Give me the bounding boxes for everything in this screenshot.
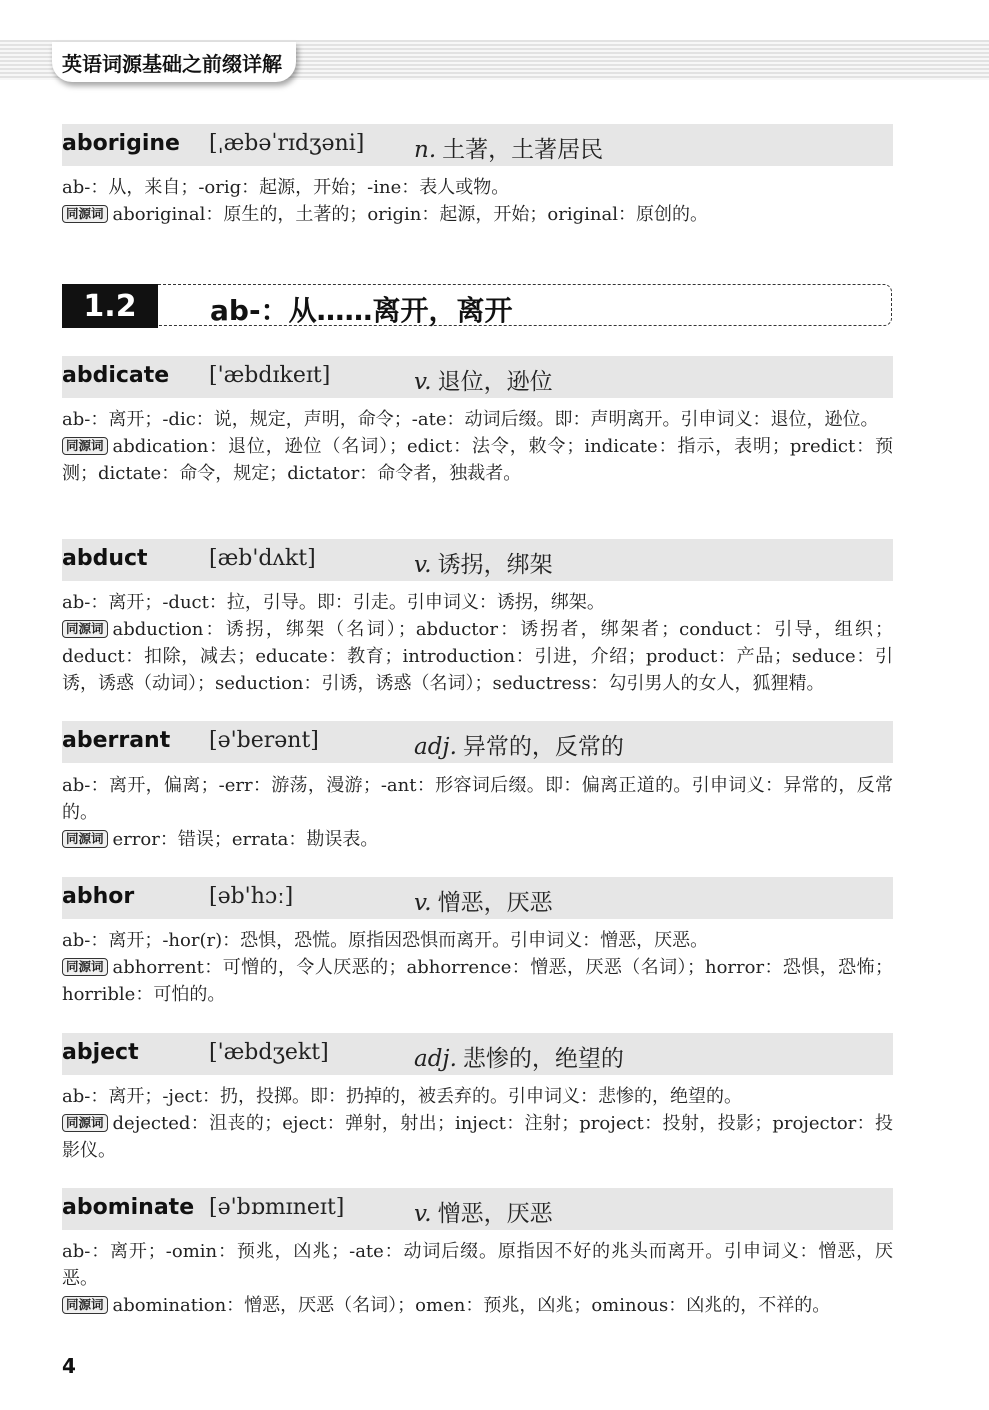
phonetic: ['æbdɪkeɪt] [209, 363, 331, 388]
cognates-line [62, 433, 893, 487]
cognates: abhorrent：可憎的，令人厌恶的；abhorrence：憎恶，厌恶（名词）；horror：恐惧，恐怖；horrible：可怕的。 [62, 957, 893, 1005]
running-header-title: 英语词源基础之前缀详解 [62, 51, 282, 76]
entry-body-aberrant [62, 772, 893, 853]
part-of-speech: v. [414, 369, 432, 395]
headword: aborigine [62, 131, 180, 156]
entry-body-aborigine [62, 174, 893, 228]
phonetic: [æb'dʌkt] [209, 546, 316, 571]
section-title: ab-：从……离开，离开 [210, 294, 513, 327]
headword: abdicate [62, 363, 170, 388]
phonetic: [əb'hɔː] [209, 884, 294, 909]
part-of-speech: v. [414, 1201, 432, 1227]
definition [414, 1040, 624, 1073]
definition-text: 憎恶，厌恶 [437, 890, 553, 916]
etymology: ab-：离开，偏离；-err：游荡，漫游；-ant：形容词后缀。即：偏离正道的。引申词义：异常的，反常的。 [62, 775, 893, 823]
phonetic: [ə'bɒmɪneɪt] [209, 1195, 345, 1220]
entry-header-abject [62, 1033, 893, 1075]
section-header [62, 284, 893, 328]
entry-body-abhor [62, 927, 893, 1008]
cognates-line [62, 616, 893, 697]
definition-text: 土著，土著居民 [442, 137, 604, 163]
definition-text: 异常的，反常的 [462, 734, 624, 760]
part-of-speech: adj. [414, 1046, 457, 1072]
cognates: abduction：诱拐，绑架（名词）；abductor：诱拐者，绑架者；conduct：引导，组织；deduct：扣除，减去；educate：教育；introduction：引进，介绍；product：产品；seduce：引诱，诱惑（动词）；seduction：引诱，诱惑（名词）；seductress：勾引男人的女人，狐狸精。 [62, 619, 893, 694]
cognates: aboriginal：原生的，土著的；origin：起源，开始；original：原创的。 [112, 204, 708, 225]
entry-header-abhor [62, 877, 893, 919]
definition [414, 363, 553, 396]
cognates-line [62, 826, 893, 853]
entry-body-abominate [62, 1238, 893, 1319]
phonetic: [ə'berənt] [209, 728, 319, 753]
etymology: ab-：离开；-hor(r)：恐惧，恐慌。原指因恐惧而离开。引申词义：憎恶，厌恶。 [62, 930, 709, 951]
etymology: ab-：离开；-duct：拉，引导。即：引走。引申词义：诱拐，绑架。 [62, 592, 605, 613]
phonetic: ['æbdʒekt] [209, 1040, 329, 1065]
cognate-tag: 同源词 [62, 437, 108, 455]
cognates-line [62, 1292, 893, 1319]
definition [414, 546, 553, 579]
entry-body-abject [62, 1083, 893, 1164]
cognates-line [62, 1110, 893, 1164]
etymology: ab-：从，来自；-orig：起源，开始；-ine：表人或物。 [62, 177, 510, 198]
cognate-tag: 同源词 [62, 205, 108, 223]
definition [414, 1195, 553, 1228]
part-of-speech: v. [414, 890, 432, 916]
part-of-speech: adj. [414, 734, 457, 760]
entry-header-abdicate [62, 356, 893, 398]
definition [414, 131, 603, 164]
etymology: ab-：离开；-dic：说，规定，声明，命令；-ate：动词后缀。即：声明离开。引申词义：退位，逊位。 [62, 409, 879, 430]
running-header [52, 42, 296, 82]
page-number: 4 [62, 1354, 76, 1378]
entry-header-abominate [62, 1188, 893, 1230]
phonetic: [ˌæbəˈrɪdʒəni] [209, 131, 365, 156]
definition [414, 884, 553, 917]
headword: abject [62, 1040, 139, 1065]
definition-text: 悲惨的，绝望的 [462, 1046, 624, 1072]
entry-header-aborigine [62, 124, 893, 166]
cognates: dejected：沮丧的；eject：弹射，射出；inject：注射；project：投射，投影；projector：投影仪。 [62, 1113, 893, 1161]
cognate-tag: 同源词 [62, 620, 108, 638]
cognate-tag: 同源词 [62, 1296, 108, 1314]
cognates: abdication：退位，逊位（名词）；edict：法令，敕令；indicate：指示，表明；predict：预测；dictate：命令，规定；dictator：命令者，独裁者。 [62, 436, 893, 484]
definition-text: 诱拐，绑架 [437, 552, 553, 578]
definition [414, 728, 624, 761]
headword: abduct [62, 546, 148, 571]
cognates: abomination：憎恶，厌恶（名词）；omen：预兆，凶兆；ominous：凶兆的，不祥的。 [112, 1295, 831, 1316]
headword: abominate [62, 1195, 195, 1220]
headword: aberrant [62, 728, 171, 753]
cognates-line [62, 954, 893, 1008]
cognate-tag: 同源词 [62, 958, 108, 976]
part-of-speech: v. [414, 552, 432, 578]
cognates: error：错误；errata：勘误表。 [112, 829, 379, 850]
cognate-tag: 同源词 [62, 1114, 108, 1132]
entry-body-abduct [62, 589, 893, 697]
part-of-speech: n. [414, 137, 437, 163]
definition-text: 退位，逊位 [437, 369, 553, 395]
entry-header-abduct [62, 539, 893, 581]
entry-body-abdicate [62, 406, 893, 487]
section-number: 1.2 [62, 284, 158, 328]
definition-text: 憎恶，厌恶 [437, 1201, 553, 1227]
cognates-line [62, 201, 893, 228]
entry-header-aberrant [62, 721, 893, 763]
etymology: ab-：离开；-ject：扔，投掷。即：扔掉的，被丢弃的。引申词义：悲惨的，绝望的。 [62, 1086, 742, 1107]
headword: abhor [62, 884, 135, 909]
cognate-tag: 同源词 [62, 830, 108, 848]
etymology: ab-：离开；-omin：预兆，凶兆；-ate：动词后缀。原指因不好的兆头而离开。引申词义：憎恶，厌恶。 [62, 1241, 893, 1289]
